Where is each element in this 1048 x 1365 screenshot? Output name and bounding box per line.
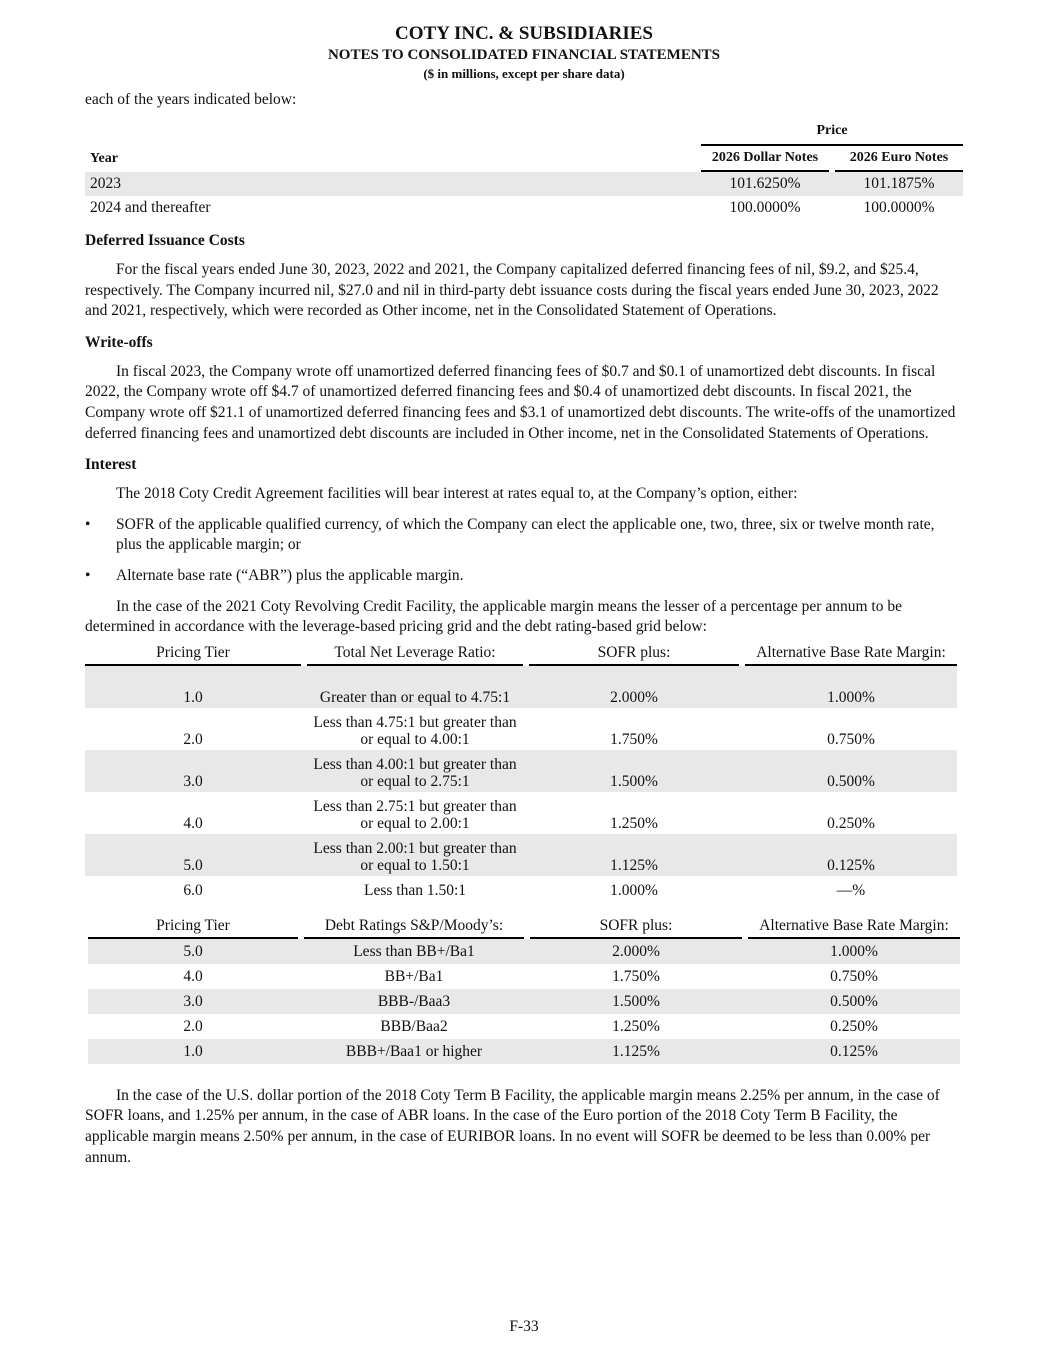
tier-cell: 4.0 xyxy=(183,814,203,832)
sofr-cell: 1.000% xyxy=(610,881,658,899)
sofr-cell: 2.000% xyxy=(529,666,739,708)
table-row xyxy=(85,876,957,901)
sofr-cell: 1.500% xyxy=(529,750,739,792)
deferred-heading: Deferred Issuance Costs xyxy=(85,232,245,249)
table-row xyxy=(85,666,957,708)
abr-cell: 0.750% xyxy=(830,967,878,985)
tier-cell: 4.0 xyxy=(183,967,203,985)
intro-text: each of the years indicated below: xyxy=(85,91,297,108)
abr-header: Alternative Base Rate Margin: xyxy=(745,644,957,666)
tier-cell: 2.0 xyxy=(183,730,203,748)
closing-paragraph: In the case of the U.S. dollar portion of the 2018 Coty Term B Facility, the applicable margin means 2.25% per annum, in the case of SOFR loans, and 1.25% per annum, in the case of ABR loans. In the case of the Euro portion of the 2018 Coty Term B Facility, the applicable margin means 2.50% per annum, in the case of EURIBOR loans. In no event will SOFR be deemed to be less than 0.00% per annum. xyxy=(85,1086,940,1166)
sofr-header: SOFR plus: xyxy=(530,917,742,939)
tier-cell: 5.0 xyxy=(88,939,298,964)
units-note: ($ in millions, except per share data) xyxy=(423,66,625,81)
year-cell: 2023 xyxy=(85,172,701,196)
tier-cell: 6.0 xyxy=(183,881,203,899)
debt-rating-header: Debt Ratings S&P/Moody’s: xyxy=(304,917,524,939)
price-group-header: Price xyxy=(701,118,963,146)
abr-cell: 0.125% xyxy=(748,1039,960,1064)
tier-cell: 2.0 xyxy=(183,1017,203,1035)
tier-cell: 5.0 xyxy=(85,834,301,876)
sofr-header: SOFR plus: xyxy=(529,644,739,666)
dollar-notes-header: 2026 Dollar Notes xyxy=(701,146,829,172)
table-row xyxy=(85,172,963,196)
pricing-tier-header: Pricing Tier xyxy=(85,644,301,666)
redemption-price-table xyxy=(85,118,963,220)
abr-cell: 1.000% xyxy=(745,666,957,708)
tier-cell: 1.0 xyxy=(88,1039,298,1064)
deferred-paragraph: For the fiscal years ended June 30, 2023, 2022 and 2021, the Company capitalized deferred financing fees of nil, $9.2, and $25.4, respectively. The Company incurred nil, $27.0 and nil in third-party debt issuance costs during the fiscal years ended June 30, 2023, 2022 and 2021, respectively, which were recorded as Other income, net in the Consolidated Statement of Operations. xyxy=(85,261,939,320)
interest-heading: Interest xyxy=(85,456,137,474)
revolver-paragraph: In the case of the 2021 Coty Revolving Credit Facility, the applicable margin means the lesser of a percentage per annum to be determined in accordance with the leverage-based pricing grid and the debt rating-based grid below: xyxy=(85,597,902,636)
ratio-cell: Less than 2.00:1 but greater than or equal to 1.50:1 xyxy=(307,834,523,876)
abr-cell: 0.750% xyxy=(827,730,875,748)
dollar-price-cell: 100.0000% xyxy=(729,199,801,216)
abr-cell: 0.500% xyxy=(748,989,960,1014)
bullet-symbol: • xyxy=(85,566,91,584)
ratio-cell: Less than 2.75:1 but greater than or equal to 2.00:1 xyxy=(313,797,517,832)
abr-header: Alternative Base Rate Margin: xyxy=(748,917,960,939)
table-row xyxy=(85,196,963,220)
company-title: COTY INC. & SUBSIDIARIES xyxy=(395,23,653,44)
rating-cell: BBB/Baa2 xyxy=(380,1017,448,1035)
year-column-header: Year xyxy=(90,151,118,166)
abr-cell: 0.250% xyxy=(827,814,875,832)
sofr-cell: 1.250% xyxy=(612,1017,660,1035)
rating-cell: BBB+/Baa1 or higher xyxy=(304,1039,524,1064)
pricing-tier-header: Pricing Tier xyxy=(88,917,298,939)
leverage-pricing-grid xyxy=(85,644,957,901)
abr-cell: 0.500% xyxy=(745,750,957,792)
sofr-cell: 1.125% xyxy=(529,834,739,876)
interest-paragraph: The 2018 Coty Credit Agreement facilities will bear interest at rates equal to, at the Company’s option, either: xyxy=(116,485,798,503)
notes-title: NOTES TO CONSOLIDATED FINANCIAL STATEMENTS xyxy=(327,47,721,63)
writeoffs-paragraph: In fiscal 2023, the Company wrote off unamortized deferred financing fees of $0.7 and $0.1 of unamortized debt discounts. In fiscal 2022, the Company wrote off $4.7 of unamortized deferred financing fees and $0.4 of unamortized debt discounts. In fiscal 2021, the Company wrote off $21.1 of unamortized deferred financing fees and $3.1 of unamortized debt discounts. The write-offs of the unamortized deferred financing fees and unamortized debt discounts are included in Other income, net in the Consolidated Statements of Operations. xyxy=(85,362,956,442)
euro-notes-header: 2026 Euro Notes xyxy=(835,146,963,172)
abr-cell: 0.250% xyxy=(830,1017,878,1035)
table-row xyxy=(85,708,957,750)
rating-pricing-grid xyxy=(88,917,960,1064)
table-row xyxy=(85,750,957,792)
year-cell: 2024 and thereafter xyxy=(90,199,211,216)
bullet-item xyxy=(85,515,963,556)
table-row xyxy=(88,939,960,964)
writeoffs-heading: Write-offs xyxy=(85,333,153,351)
ratio-cell: Less than 1.50:1 xyxy=(363,881,467,899)
tier-cell: 1.0 xyxy=(85,666,301,708)
bullet-text: SOFR of the applicable qualified currency, of which the Company can elect the applicable one, two, three, six or twelve month rate, plus the applicable margin; or xyxy=(116,515,935,554)
abr-cell: 0.125% xyxy=(745,834,957,876)
abr-cell: 1.000% xyxy=(748,939,960,964)
sofr-cell: 1.500% xyxy=(530,989,742,1014)
bullet-item xyxy=(85,566,963,587)
document-page xyxy=(85,22,963,1168)
tier-cell: 3.0 xyxy=(85,750,301,792)
abr-cell: —% xyxy=(836,881,866,899)
table-row xyxy=(85,792,957,834)
ratio-cell: Less than 4.75:1 but greater than or equal to 4.00:1 xyxy=(313,713,517,748)
table-row xyxy=(88,964,960,989)
bullet-text: Alternate base rate (“ABR”) plus the applicable margin. xyxy=(116,566,464,584)
rating-cell: BBB-/Baa3 xyxy=(304,989,524,1014)
leverage-ratio-header: Total Net Leverage Ratio: xyxy=(307,644,523,666)
sofr-cell: 1.750% xyxy=(612,967,660,985)
table-row xyxy=(88,1039,960,1064)
sofr-cell: 1.250% xyxy=(610,814,658,832)
table-row xyxy=(88,1014,960,1039)
ratio-cell: Greater than or equal to 4.75:1 xyxy=(307,666,523,708)
euro-price-cell: 100.0000% xyxy=(863,199,935,216)
ratio-cell: Less than 4.00:1 but greater than or equal to 2.75:1 xyxy=(307,750,523,792)
rating-cell: Less than BB+/Ba1 xyxy=(304,939,524,964)
sofr-cell: 1.750% xyxy=(610,730,658,748)
euro-price-cell: 101.1875% xyxy=(835,172,963,196)
rating-cell: BB+/Ba1 xyxy=(384,967,444,985)
table-row xyxy=(88,989,960,1014)
bullet-symbol: • xyxy=(85,515,91,533)
page-number: F-33 xyxy=(509,1318,539,1335)
table-row xyxy=(85,834,957,876)
sofr-cell: 1.125% xyxy=(530,1039,742,1064)
tier-cell: 3.0 xyxy=(88,989,298,1014)
sofr-cell: 2.000% xyxy=(530,939,742,964)
dollar-price-cell: 101.6250% xyxy=(701,172,829,196)
